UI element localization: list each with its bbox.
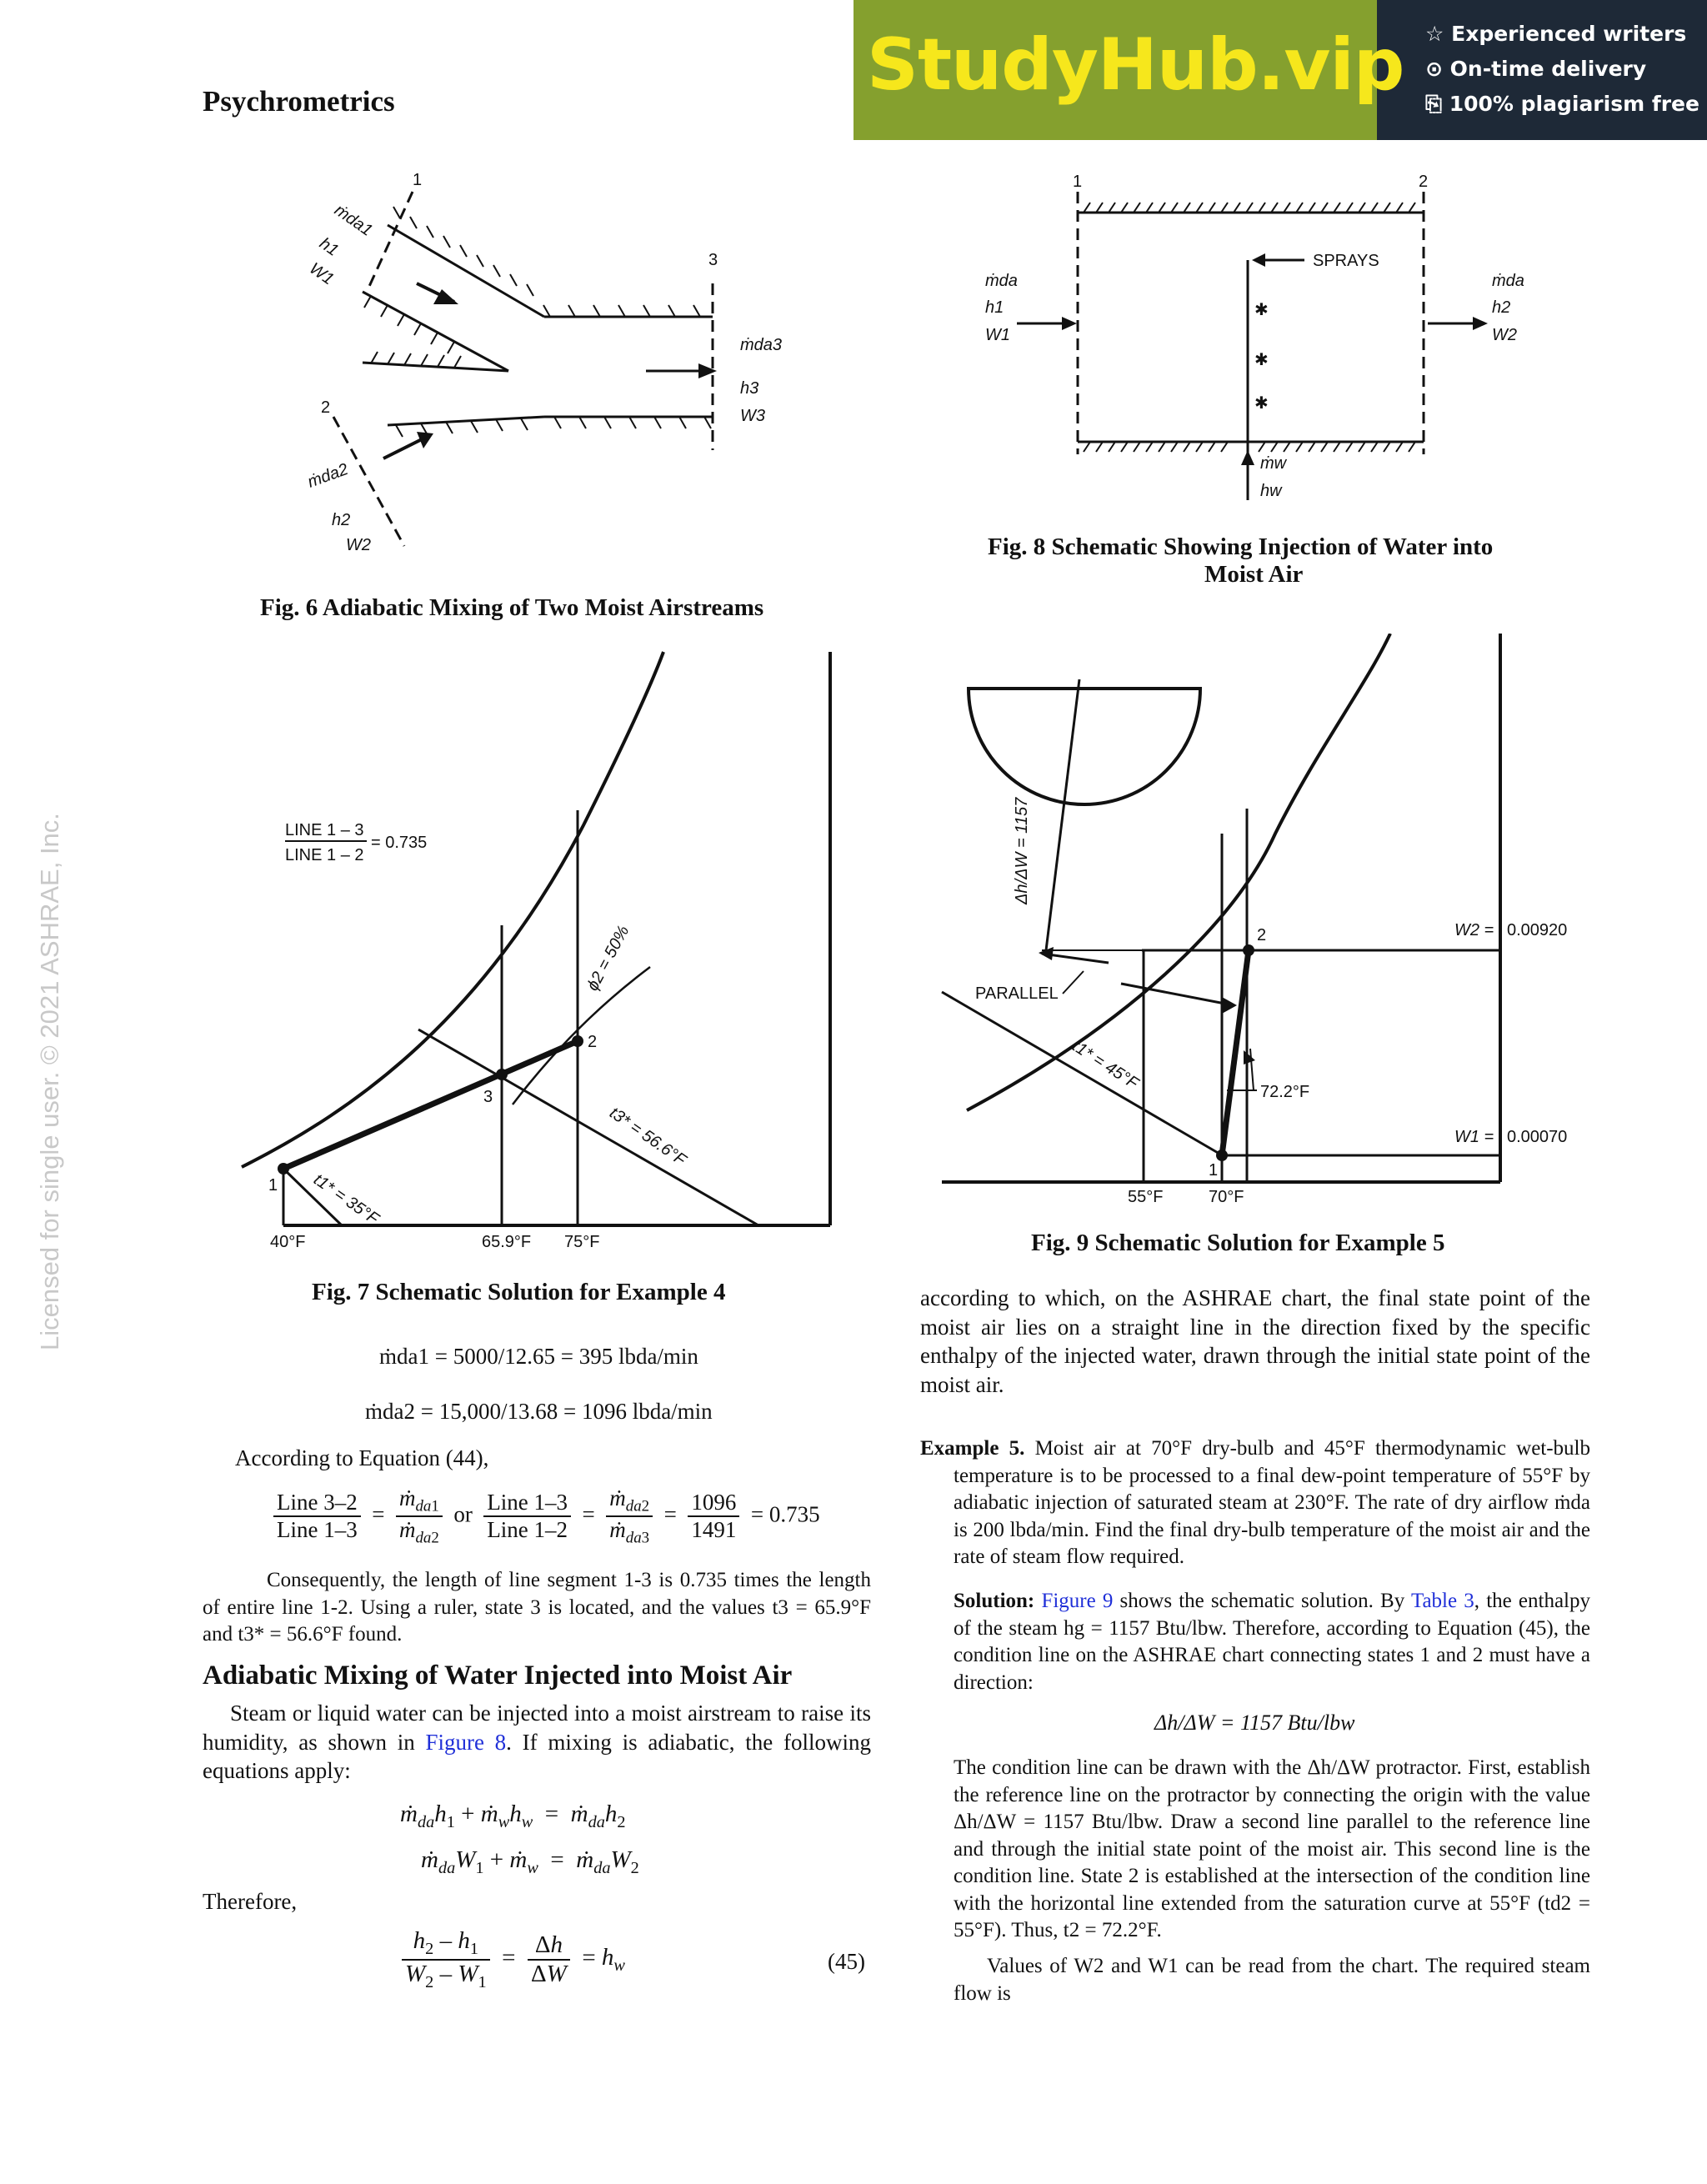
fig6-label-w3: W3: [740, 407, 765, 425]
solution-paragraph: Solution: Figure 9 shows the schematic solution. By Table 3, the enthalpy of the steam hg = 1157 Btu/lbw. Therefore, according to Equation (45), the condition line on the ASHRAE chart connecting states 1 and 2 must have a direction:: [954, 1590, 1590, 1694]
fig9-caption: Fig. 9 Schematic Solution for Example 5: [1031, 1230, 1445, 1256]
fig9-point-2: [1243, 944, 1254, 956]
fig8-label-w1: W1: [985, 326, 1010, 344]
fig9-w2-value: 0.00920: [1507, 921, 1568, 939]
fig8-label-mda-out: ṁda: [1492, 272, 1524, 290]
fig8-label-2: 2: [1419, 173, 1429, 191]
injection-direction-paragraph: according to which, on the ASHRAE chart, the final state point of the moist air lies on a straight line in the direction fixed by the specific enthalpy of the injected water, drawn through the initial state point of the moist air.: [920, 1285, 1590, 1397]
fig7-point-1: [278, 1163, 289, 1175]
fig7-t3-label: t3* = 56.6°F: [606, 1104, 689, 1170]
fig6-label-2: 2: [321, 398, 331, 417]
fig7-xtick-75: 75°F: [564, 1233, 600, 1251]
fig8-label-mda-in: ṁda: [985, 272, 1018, 290]
fig9-point-1: [1216, 1150, 1228, 1161]
figure8-link[interactable]: Figure 8: [425, 1729, 507, 1755]
therefore-label: Therefore,: [203, 1889, 298, 1914]
fig9-t1-label: t1* = 45°F: [1069, 1036, 1142, 1094]
fig7-label-3: 3: [483, 1088, 493, 1106]
fig6-label-3: 3: [708, 251, 718, 269]
ratio-line13: Line 1–3: [277, 1517, 358, 1543]
fig8-label-hw: hw: [1260, 482, 1282, 500]
water-injection-paragraph: Steam or liquid water can be injected into a moist airstream to raise its humidity, as shown in Figure 8. If mixing is adiabatic, the following equations apply:: [203, 1701, 871, 1783]
fig6-label-w2: W2: [346, 536, 371, 554]
fig7-label-2: 2: [588, 1033, 598, 1051]
fig7-chart: [233, 642, 850, 1259]
fig8-injection-diagram: [975, 167, 1559, 517]
page-section-title: Psychrometrics: [203, 85, 395, 118]
fig7-point-3: [496, 1069, 508, 1080]
fig9-xtick-55: 55°F: [1128, 1188, 1164, 1206]
svg-text:✱: ✱: [1254, 394, 1269, 413]
fig8-label-w2: W2: [1492, 326, 1517, 344]
ratio-line13b: Line 1–3: [483, 1490, 571, 1517]
fig9-t2-label: 72.2°F: [1260, 1083, 1310, 1101]
svg-text:✱: ✱: [1254, 301, 1269, 319]
fig9-protractor-label: Δh/ΔW = 1157: [1013, 797, 1031, 904]
energy-balance-eq: $ṁ_{da}h_1$ + $ṁ_wh_w$ = $ṁ_{da}h_2$: [400, 1801, 626, 1831]
banner-feature-plagiarism: ⎘ 100% plagiarism free: [1425, 92, 1699, 116]
consequently-paragraph: Consequently, the length of line segment 1-3 is 0.735 times the length of entire line 1-2. Using a ruler, state 3 is located, and the values t3 = 65.9°F and t3* = 56.6°F found.: [203, 1569, 871, 1646]
fig9-w2-label: W2 =: [1454, 921, 1494, 939]
fig7-xtick-65-9: 65.9°F: [482, 1233, 532, 1251]
table3-link[interactable]: Table 3: [1410, 1590, 1474, 1612]
fig7-caption: Fig. 7 Schematic Solution for Example 4: [312, 1279, 726, 1305]
fig8-label-h2: h2: [1492, 298, 1511, 317]
fig6-label-h2: h2: [332, 511, 351, 529]
fig7-ratio-num: LINE 1 – 3: [285, 821, 364, 839]
fig7-phi-label: ϕ2 = 50%: [583, 922, 633, 994]
fig9-w1-label: W1 =: [1454, 1128, 1494, 1146]
svg-text:✱: ✱: [1254, 351, 1269, 369]
fig9-w1-value: 0.00070: [1507, 1128, 1568, 1146]
fig6-label-h1: h1: [316, 234, 342, 260]
fig8-label-h1: h1: [985, 298, 1004, 317]
fig7-label-1: 1: [268, 1176, 278, 1195]
fig9-label-2: 2: [1257, 926, 1267, 944]
fig6-label-mda3: ṁda3: [740, 336, 783, 354]
ratio-equation: $\frac{\text{Line 3–2}}{\text{Line 1–3}}$ = $\frac{ṁ_{da1}}{ṁ_{da2}}$ or $\frac{\text{Line 1–3}}{\text{Line 1–2}}$ = $\frac{ṁ_{da2}}{ṁ_{da3}}$ = $\frac{1096}{1491}$ = 0.735: [273, 1485, 820, 1548]
condition-line-paragraph: The condition line can be drawn with the Δh/ΔW protractor. First, establish the reference line on the protractor by connecting the origin with the value Δh/ΔW = 1157 Btu/lbw. Draw a second line parallel to the reference line and through the initial state point of the moist air. This second line is the condition line. State 2 is established at the intersection of the condition line with the horizontal line extended from the saturation curve at 55°F (td2 = 55°F). Thus, t2 = 72.2°F.: [954, 1756, 1590, 1941]
banner-feature-writers: ☆ Experienced writers: [1425, 22, 1687, 46]
fig7-ratio-value: = 0.735: [371, 834, 428, 852]
ratio-1491: 1491: [691, 1517, 737, 1543]
direction-equation: Δh/ΔW = 1157 Btu/lbw: [1154, 1711, 1355, 1735]
figure9-link[interactable]: Figure 9: [1041, 1590, 1114, 1612]
according-eq44: According to Equation (44),: [235, 1445, 489, 1470]
fig7-t1-label: t1* = 35°F: [310, 1170, 383, 1229]
fig6-mixing-diagram: [300, 167, 817, 567]
fig8-caption-line1: Fig. 8 Schematic Showing Injection of Water into: [988, 533, 1494, 560]
fig8-sprays-label: SPRAYS: [1313, 252, 1379, 270]
example5-paragraph: Example 5. Moist air at 70°F dry-bulb and 45°F thermodynamic wet-bulb temperature is to be processed to a final dew-point temperature of 55°F by adiabatic injection of saturated steam at 230°F. The rate of dry airflow ṁda is 200 lbda/min. Find the final dry-bulb temperature of the moist air and the rate of steam flow required.: [920, 1437, 1591, 1568]
fig6-label-mda2: ṁda2: [305, 459, 351, 492]
ratio-result: = 0.735: [750, 1501, 820, 1527]
equation-45-number: (45): [828, 1949, 865, 1974]
ratio-line32: Line 3–2: [273, 1490, 361, 1517]
fig8-caption-line2: Moist Air: [1204, 561, 1304, 588]
ratio-line12: Line 1–2: [487, 1517, 568, 1543]
values-paragraph: Values of W2 and W1 can be read from the chart. The required steam flow is: [954, 1955, 1590, 2005]
ratio-1096: 1096: [688, 1490, 739, 1517]
fig6-label-mda1: ṁda1: [331, 201, 376, 240]
license-watermark: Licensed for single user. © 2021 ASHRAE, Inc.: [35, 813, 64, 1350]
fig6-label-w1: W1: [306, 259, 338, 289]
fig8-label-1: 1: [1073, 173, 1083, 191]
section-heading-water-injection: Adiabatic Mixing of Water Injected into Moist Air: [203, 1661, 793, 1691]
equation-45: $\frac{h_2 - h_1}{W_2 - W_1}$ = $\frac{\Delta h}{\Delta W}$ = $h_w$: [402, 1927, 625, 1992]
eq-mda2: ṁda2 = 15,000/13.68 = 1096 lbda/min: [365, 1399, 713, 1424]
fig7-ratio-den: LINE 1 – 2: [285, 846, 364, 864]
eq-mda1: ṁda1 = 5000/12.65 = 395 lbda/min: [379, 1344, 698, 1369]
fig8-label-mw: ṁw: [1260, 454, 1287, 473]
fig9-xtick-70: 70°F: [1209, 1188, 1244, 1206]
fig7-xtick-40: 40°F: [270, 1233, 306, 1251]
banner-feature-delivery: ⊙ On-time delivery: [1425, 57, 1647, 81]
fig9-chart: [934, 634, 1600, 1217]
fig9-label-1: 1: [1209, 1161, 1219, 1180]
fig7-point-2: [572, 1035, 583, 1047]
mass-balance-eq: $ṁ_{da}W_1$ + ṁ$_w$ = $ṁ_{da}W_2$: [421, 1846, 639, 1877]
fig6-label-1: 1: [413, 171, 423, 189]
fig6-label-h3: h3: [740, 379, 759, 398]
fig9-parallel-label: PARALLEL: [975, 984, 1059, 1003]
studyhub-logo[interactable]: StudyHub.vip: [867, 23, 1404, 107]
fig6-caption: Fig. 6 Adiabatic Mixing of Two Moist Airstreams: [260, 594, 764, 621]
ratio-or: or: [453, 1501, 473, 1527]
